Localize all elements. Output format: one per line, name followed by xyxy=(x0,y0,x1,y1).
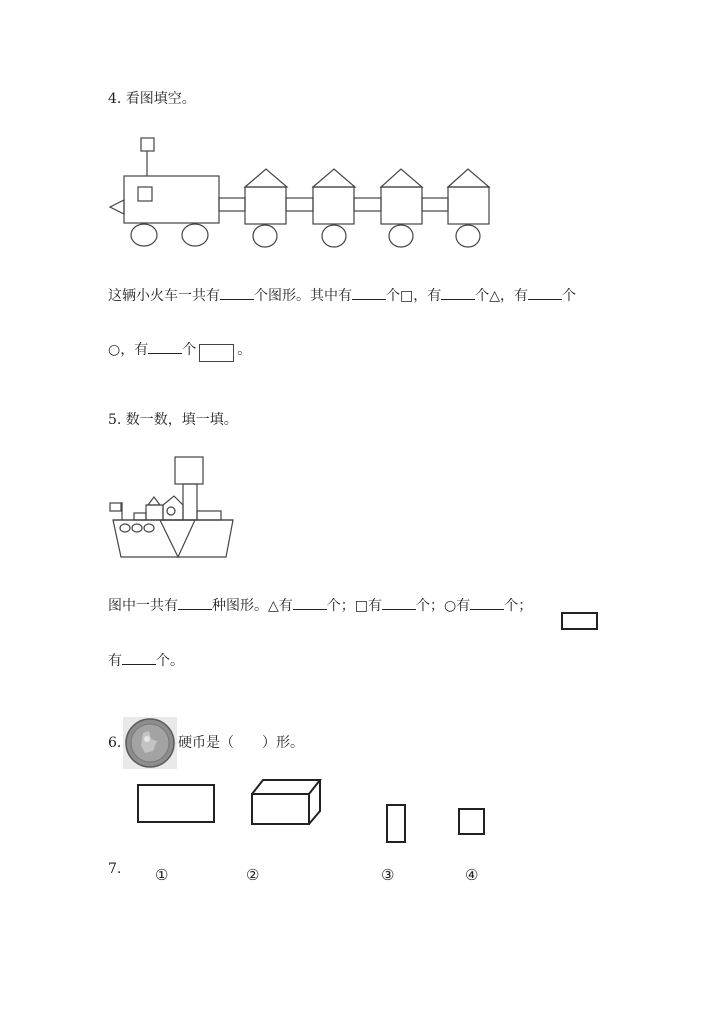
question-6-number: 6. xyxy=(108,735,122,751)
option-1-label[interactable]: ① xyxy=(155,866,169,884)
option-1-rectangle xyxy=(138,785,214,822)
option-4-label[interactable]: ④ xyxy=(465,866,479,884)
question-6-text: 硬币是（ ）形。 xyxy=(178,735,304,751)
question-4-line-1: 这辆小火车一共有 个图形。其中有 个□，有 个△，有 个 xyxy=(108,288,577,304)
option-2-label[interactable]: ② xyxy=(246,866,260,884)
option-2-cuboid xyxy=(252,780,320,824)
question-5-line-2: 有 个。 xyxy=(108,653,184,669)
option-3-tall-rectangle xyxy=(387,805,405,842)
question-7-number: 7. xyxy=(108,861,122,877)
question-5-line-1: 图中一共有 种图形。△有 个；□有 个；○有 个； xyxy=(108,598,533,614)
question-5-title: 5. 数一数，填一填。 xyxy=(108,412,238,428)
option-4-square xyxy=(459,809,484,834)
option-3-label[interactable]: ③ xyxy=(381,866,395,884)
question-4-title: 4. 看图填空。 xyxy=(108,91,196,107)
question-4-line-2: ○，有 个 。 xyxy=(108,341,251,362)
